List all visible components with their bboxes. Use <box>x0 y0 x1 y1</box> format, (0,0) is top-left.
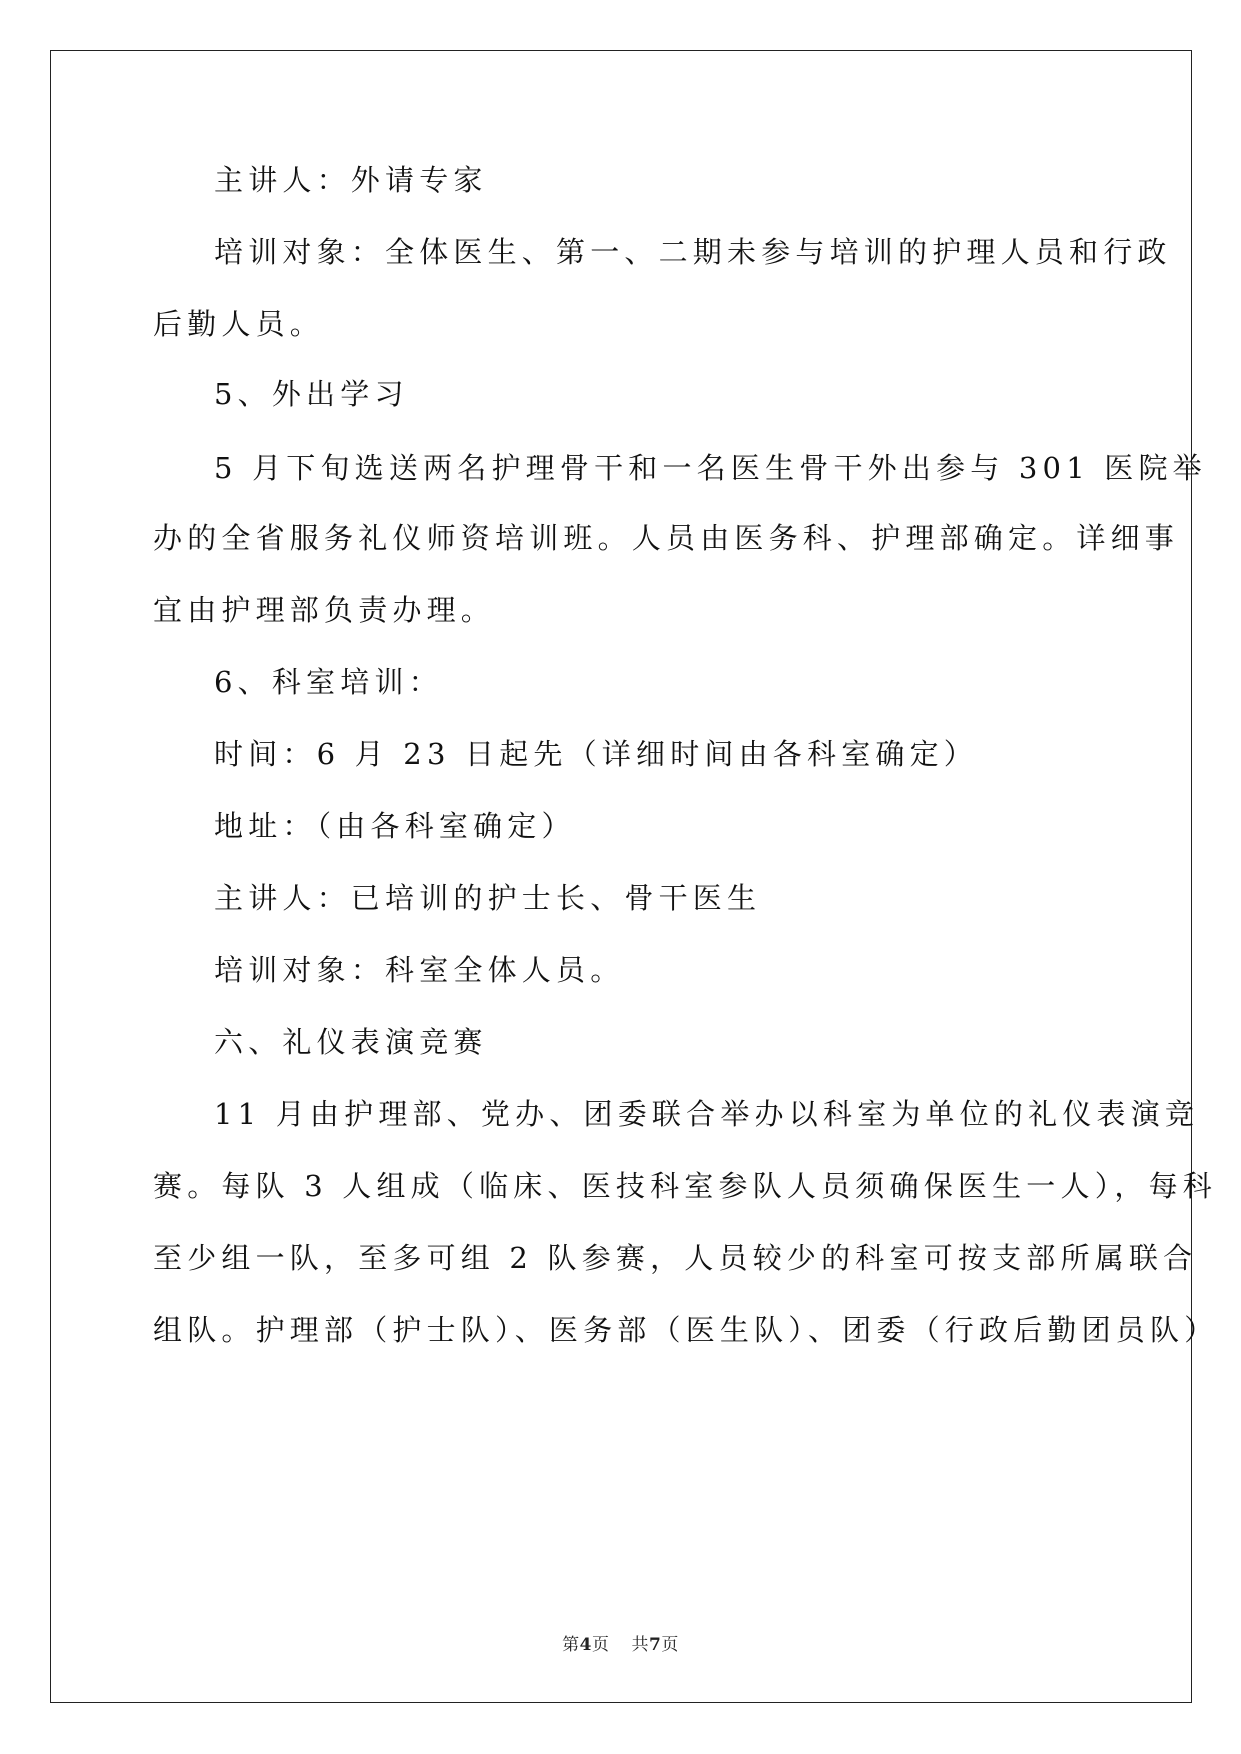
text-line: 时间：6 月 23 日起先（详细时间由各科室确定） <box>214 737 979 771</box>
page-suffix: 页 <box>592 1635 610 1655</box>
text-line: 宜由护理部负责办理。 <box>153 593 496 627</box>
text-line: 主讲人：外请专家 <box>214 163 488 197</box>
section-heading: 6、科室培训： <box>214 665 443 699</box>
section-heading: 六、礼仪表演竞赛 <box>214 1025 488 1059</box>
total-prefix: 共 <box>631 1635 649 1655</box>
total-pages: 7 <box>649 1635 662 1655</box>
text-line: 办的全省服务礼仪师资培训班。人员由医务科、护理部确定。详细事 <box>153 521 1180 555</box>
page-footer <box>0 1630 1241 1655</box>
text-line: 地址：（由各科室确定） <box>214 809 576 843</box>
page-prefix: 第 <box>562 1635 580 1655</box>
text-line: 培训对象：全体医生、第一、二期未参与培训的护理人员和行政 <box>214 235 1172 269</box>
text-line: 组队。护理部（护士队）、医务部（医生队）、团委（行政后勤团员队） <box>153 1313 1219 1347</box>
text-line: 主讲人：已培训的护士长、骨干医生 <box>214 881 762 915</box>
total-suffix: 页 <box>661 1635 679 1655</box>
page-number: 4 <box>579 1635 592 1655</box>
text-line: 5 月下旬选送两名护理骨干和一名医生骨干外出参与 301 医院举 <box>214 451 1207 485</box>
text-line: 培训对象：科室全体人员。 <box>214 953 625 987</box>
text-line: 至少组一队，至多可组 2 队参赛，人员较少的科室可按支部所属联合 <box>153 1241 1198 1275</box>
page-border <box>50 50 1192 1703</box>
text-line: 11 月由护理部、党办、团委联合举办以科室为单位的礼仪表演竞 <box>214 1097 1200 1131</box>
text-line: 赛。每队 3 人组成（临床、医技科室参队人员须确保医生一人），每科 <box>153 1169 1217 1203</box>
section-heading: 5、外出学习 <box>214 377 409 411</box>
text-line: 后勤人员。 <box>153 307 325 341</box>
